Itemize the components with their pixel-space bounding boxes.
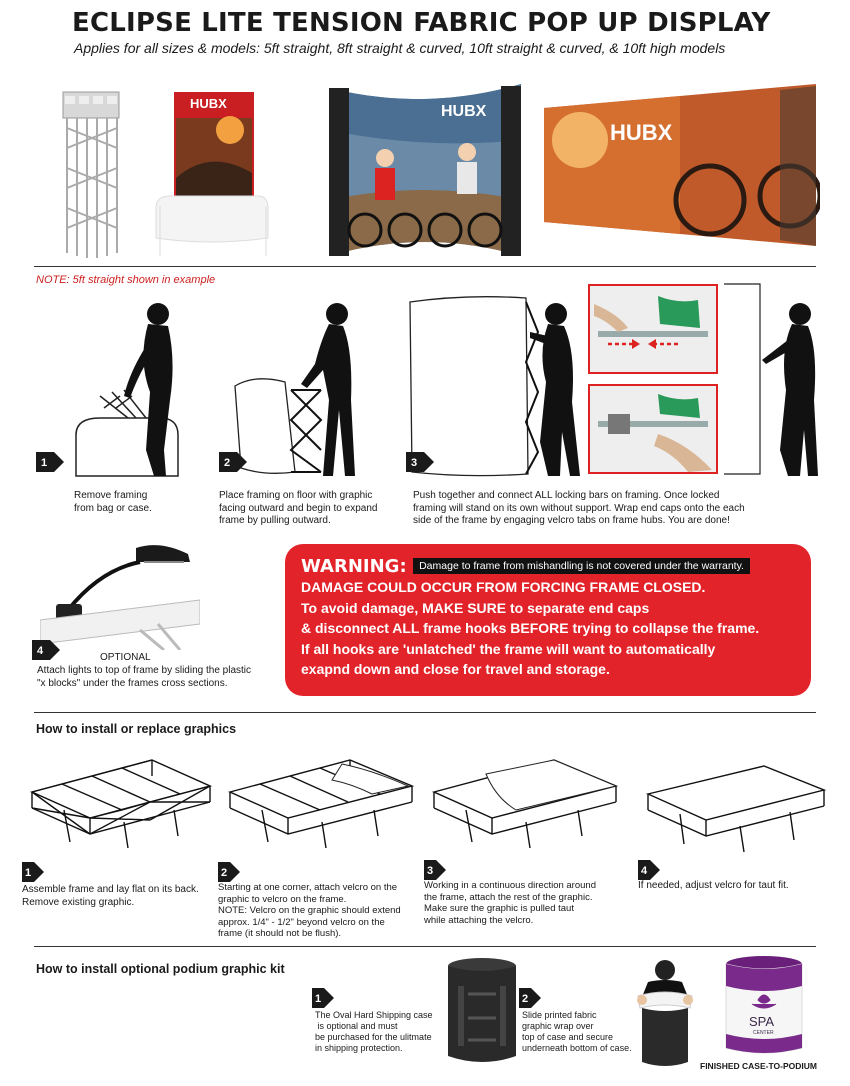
podium-step1-caption: The Oval Hard Shipping case is optional and must be purchased for the ulitmate in shipping protection. <box>315 1010 433 1053</box>
divider <box>34 266 816 267</box>
svg-text:2: 2 <box>221 867 228 879</box>
graphic-step2-badge <box>218 862 248 882</box>
step2-badge <box>219 452 249 472</box>
spa-logo-sub: CENTER <box>753 1030 774 1036</box>
podium-step1-badge <box>312 988 342 1008</box>
finished-podium-image <box>722 954 806 1058</box>
warning-line: & disconnect ALL frame hooks BEFORE trying to collapse the frame. <box>301 620 760 636</box>
example-note: NOTE: 5ft straight shown in example <box>36 274 216 286</box>
warning-box <box>285 544 811 696</box>
warranty-tag: Damage to frame from mishandling is not covered under the warranty. <box>413 558 750 574</box>
svg-text:4: 4 <box>37 645 44 657</box>
step3-detail-bottom <box>588 384 718 474</box>
graphic-step3-caption: Working in a continuous direction around the frame, attach the rest of the graphic. Make sure the graphic is pulled taut while attaching the velcro. <box>424 880 596 926</box>
graphic-step4-caption: If needed, adjust velcro for taut fit. <box>638 880 789 891</box>
svg-text:1: 1 <box>315 993 322 1005</box>
step3-caption: Push together and connect ALL locking bars on framing. Once locked framing will stand on its own without support. Wrap end caps onto the each side of the frame by engaging velcro tabs on frame hubs. You are done! <box>413 490 745 526</box>
svg-text:HUBX: HUBX <box>610 120 673 145</box>
logo-text: HUBX <box>190 96 227 111</box>
step3-detail-top <box>588 284 718 374</box>
step2-caption: Place framing on floor with graphic facing outward and begin to expand frame by pulling outward. <box>219 490 378 526</box>
page-subtitle: Applies for all sizes & models: 5ft straight, 8ft straight & curved, 10ft straight & curved, & 10ft high models <box>74 40 726 56</box>
podium-step2-badge <box>519 988 549 1008</box>
step1-badge <box>36 452 66 472</box>
svg-text:3: 3 <box>427 865 434 877</box>
podium-section-heading: How to install optional podium graphic kit <box>36 962 285 976</box>
graphics-section-heading: How to install or replace graphics <box>36 722 237 736</box>
warning-line: DAMAGE COULD OCCUR FROM FORCING FRAME CLOSED. <box>301 579 706 595</box>
svg-text:4: 4 <box>641 865 648 877</box>
shipping-case-image <box>444 956 520 1070</box>
warning-line: If all hooks are 'unlatched' the frame will want to automatically <box>301 640 716 657</box>
step1-caption: Remove framing from bag or case. <box>74 490 152 514</box>
spa-logo-name: SPA <box>749 1014 775 1029</box>
svg-text:3: 3 <box>411 457 418 469</box>
collapsed-frame-image <box>55 88 130 260</box>
podium-install-image <box>630 956 700 1070</box>
graphic-step2-illustration <box>222 750 418 860</box>
light-illustration <box>40 540 200 650</box>
step4-badge <box>32 640 62 660</box>
wide-display-image <box>540 80 820 250</box>
divider <box>34 946 816 947</box>
graphic-step4-badge <box>638 860 668 880</box>
divider <box>34 712 816 713</box>
svg-text:1: 1 <box>25 867 32 879</box>
svg-text:2: 2 <box>224 457 231 469</box>
graphic-step3-illustration <box>426 750 622 860</box>
graphic-step1-badge <box>22 862 52 882</box>
svg-text:HUBX: HUBX <box>441 103 487 120</box>
graphic-step1-illustration <box>24 750 214 860</box>
step4-caption: Attach lights to top of frame by sliding the plastic "x blocks" under the frames cross sections. <box>37 665 251 689</box>
warning-line: exapnd down and close for travel and storage. <box>301 661 610 677</box>
graphic-step4-illustration <box>640 760 830 860</box>
svg-text:2: 2 <box>522 993 529 1005</box>
svg-text:1: 1 <box>41 457 48 469</box>
curved-display-image <box>325 80 525 260</box>
graphic-step3-badge <box>424 860 454 880</box>
straight-display-image <box>150 88 270 263</box>
graphic-step1-caption: Assemble frame and lay flat on its back. Remove existing graphic. <box>22 884 199 908</box>
step3-badge <box>406 452 436 472</box>
finished-label: FINISHED CASE-TO-PODIUM <box>700 1061 817 1071</box>
warning-line: To avoid damage, MAKE SURE to separate end caps <box>301 599 650 616</box>
podium-step2-caption: Slide printed fabric graphic wrap over top of case and secure underneath bottom of case. <box>522 1010 632 1053</box>
step1-illustration <box>70 300 185 480</box>
page-title: ECLIPSE LITE TENSION FABRIC POP UP DISPLAY <box>72 8 771 38</box>
warning-heading: WARNING: <box>301 556 407 577</box>
optional-label: OPTIONAL <box>100 652 151 663</box>
graphic-step2-caption: Starting at one corner, attach velcro on the graphic to velcro on the frame. NOTE: Velcro on the graphic should extend approx. 1/4" - 1/2" beyond velcro on the frame (it should not be flush). <box>218 882 401 939</box>
step3-finished-illustration <box>720 280 820 480</box>
